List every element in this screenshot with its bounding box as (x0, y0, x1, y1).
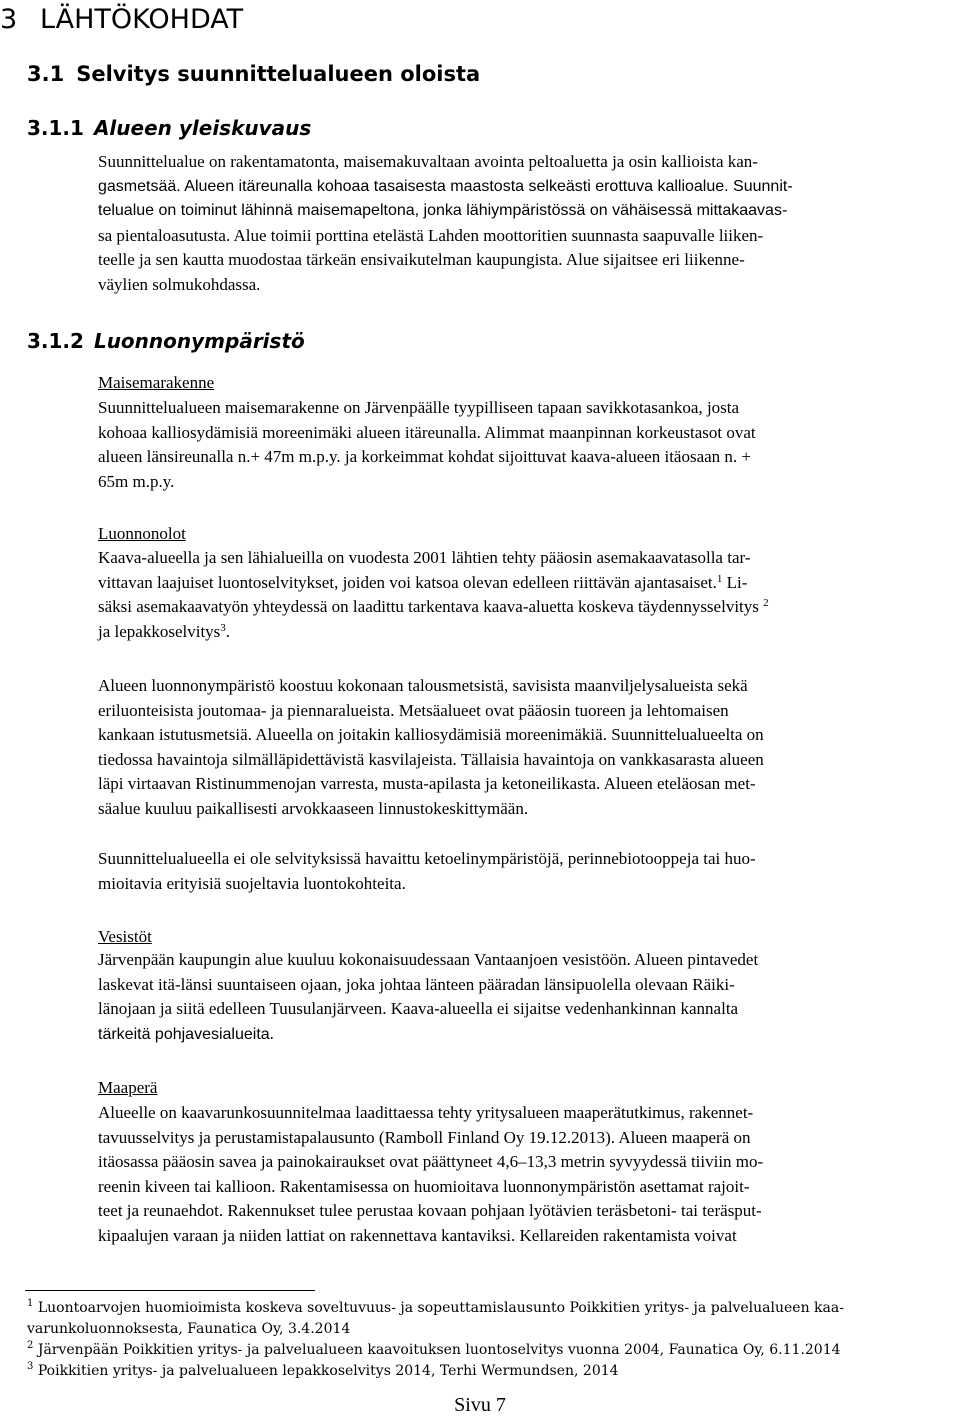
footnote-text: Poikkitien yritys- ja palvelualueen lepakkoselvitys 2014, Terhi Wermundsen, 2014 (37, 1363, 619, 1379)
footnote-text: Järvenpään Poikkitien yritys- ja palvelualueen kaavoituksen luontoselvitys vuonna 2004, Faunatica Oy, 6.11.2014 (37, 1342, 841, 1358)
text-line: itäosassa pääosin savea ja painokairaukset ovat päättyneet 4,6–13,3 metrin syvyydessä tiiviin mo- (98, 1152, 764, 1172)
paragraph-maapera (98, 1101, 956, 1249)
text-segment: säksi asemakaavatyön yhteydessä on laadittu tarkentava kaava-aluetta koskeva täydennysselvitys (98, 597, 759, 617)
paragraph-luonnonolot-1 (98, 546, 956, 644)
footnote-1 (27, 1298, 957, 1319)
footnote-divider (25, 1290, 315, 1291)
text-line: laskevat itä-länsi suuntaiseen ojaan, joka johtaa länteen pääradan länsipuolella olevaan Räiki- (98, 974, 735, 994)
subsection-title: Alueen yleiskuvaus (93, 116, 312, 140)
footnote-mark: 1 (27, 1298, 34, 1309)
subheading-maapera: Maaperä (98, 1078, 158, 1097)
footnote-ref[interactable]: 3 (220, 621, 226, 634)
paragraph-yleiskuvaus (98, 150, 956, 298)
text-line: läpi virtaavan Ristinummenojan varresta, musta-apilasta ja ketoneilikasta. Alueen eteläosan met- (98, 774, 756, 794)
text-line (98, 620, 956, 645)
text-line: Järvenpään kaupungin alue kuuluu kokonaisuudessaan Vantaanjoen vesistöön. Alueen pintavedet (98, 950, 759, 969)
text-line (98, 571, 956, 596)
text-line: väylien solmukohdassa. (98, 274, 261, 294)
chapter-title: LÄHTÖKOHDAT (40, 4, 244, 35)
footnote-text: Luontoarvojen huomioimista koskeva soveltuvuus- ja sopeuttamislausunto Poikkitien yritys- ja palvelualueen kaa- (37, 1300, 844, 1316)
text-segment: . (269, 1023, 274, 1043)
footnote-ref[interactable]: 1 (716, 572, 723, 585)
footnote-mark: 3 (27, 1361, 34, 1372)
text-segment: Li- (722, 572, 748, 592)
text-line: kohoaa kalliosydämisiä moreenimäki alueen itäreunalla. Alimmat maanpinnan korkeustasot ovat (98, 422, 756, 442)
subsection-number: 3.1.1 (27, 116, 84, 140)
subsection-heading-312 (27, 329, 305, 353)
paragraph-luonnonolot-2 (98, 674, 956, 822)
text-line: alueen länsireunalla n.+ 47m m.p.y. ja korkeimmat kohdat sijoittuvat kaava-alueen itäosaan n. + (98, 447, 752, 467)
text-segment: vittavan laajuiset luontoselvitykset, joiden voi katsoa olevan edelleen riittävän ajantasaiset. (98, 572, 717, 592)
text-line: tavuusselvitys ja perustamistapalausunto (Ramboll Finland Oy 19.12.2013). Alueen maaperä on (98, 1127, 751, 1147)
footnotes (27, 1298, 957, 1382)
paragraph-luonnonolot-3 (98, 847, 956, 896)
section-heading (27, 62, 480, 86)
text-line: Suunnittelualueen maisemarakenne on Järvenpäälle tyypilliseen tapaan savikkotasankoa, josta (98, 398, 740, 417)
text-line: länojaan ja siitä edelleen Tuusulanjärveen. Kaava-alueella ei sijaitse vedenhankinnan kannalta (98, 999, 739, 1019)
section-number: 3.1 (27, 62, 65, 86)
text-segment: tärkeitä pohjavesialueita (98, 1025, 270, 1043)
text-line (98, 595, 956, 620)
text-line: eriluonteisista joutomaa- ja piennaralueista. Metsäalueet ovat pääosin tuoreen ja lehtomaisen (98, 700, 729, 720)
text-line: tiedossa havaintoja silmälläpidettävistä kasvilajeista. Tällaisia havaintoja on vankkasarasta alueen (98, 749, 764, 769)
text-line: mioitavia erityisiä suojeltavia luontokohteita. (98, 873, 406, 893)
footnote-mark: 2 (27, 1340, 34, 1351)
text-line: teelle ja sen kautta muodostaa tärkeän ensivaikutelman kaupungista. Alue sijaitsee eri liikenne- (98, 250, 745, 270)
subheading-maisemarakenne: Maisemarakenne (98, 373, 215, 392)
subheading-vesistot: Vesistöt (98, 927, 152, 946)
footnote-3 (27, 1361, 957, 1382)
text-line (98, 1022, 956, 1048)
text-line: reenin kiveen tai kallioon. Rakentamisessa on huomioitava luonnonympäristön asettamat rajoit- (98, 1176, 750, 1196)
text-line: kipaalujen varaan ja niiden lattiat on rakennettava kantaviksi. Kellareiden rakentamista voivat (98, 1225, 737, 1245)
chapter-heading (0, 4, 243, 35)
text-line: Suunnittelualue on rakentamatonta, maisemakuvaltaan avointa peltoaluetta ja osin kallioista kan- (98, 152, 758, 171)
footnote-ref[interactable]: 2 (763, 597, 769, 610)
text-line: gasmetsää. Alueen itäreunalla kohoaa tasaisesta maastosta selkeästi erottuva kallioalue. Suunnit- (98, 177, 793, 195)
text-segment: . (225, 621, 231, 641)
chapter-number: 3 (0, 4, 18, 35)
footnote-2 (27, 1340, 957, 1361)
text-line: Alueen luonnonympäristö koostuu kokonaan talousmetsistä, savisista maanviljelysalueista sekä (98, 676, 748, 695)
text-line: Kaava-alueella ja sen lähialueilla on vuodesta 2001 lähtien tehty pääosin asemakaavatasolla tar- (98, 548, 751, 567)
subheading-luonnonolot: Luonnonolot (98, 524, 186, 543)
text-segment: ja lepakkoselvitys (98, 621, 221, 641)
text-line: Suunnittelualueella ei ole selvityksissä havaittu ketoelinympäristöjä, perinnebiotooppeja tai huo- (98, 849, 756, 868)
subsection-heading-311 (27, 116, 311, 140)
text-line: Alueelle on kaavarunkosuunnitelmaa laadittaessa tehty yritysalueen maaperätutkimus, rakennet- (98, 1103, 754, 1122)
subsection-title: Luonnonympäristö (93, 329, 305, 353)
text-line: telualue on toiminut lähinnä maisemapeltona, jonka lähiympäristössä on vähäisessä mittakaavas- (98, 202, 788, 220)
section-title: Selvitys suunnittelualueen oloista (76, 62, 481, 86)
text-line: kankaan istutusmetsiä. Alueella on joitakin kalliosydämisiä moreenimäkiä. Suunnittelualueelta on (98, 725, 764, 745)
subsection-number: 3.1.2 (27, 329, 84, 353)
footnote-1-continued: varunkoluonnoksesta, Faunatica Oy, 3.4.2014 (27, 1321, 351, 1337)
text-line: 65m m.p.y. (98, 471, 175, 491)
paragraph-vesistot (98, 948, 956, 1047)
paragraph-maisemarakenne (98, 396, 956, 494)
page-number: Sivu 7 (454, 1394, 506, 1416)
text-line: säalue kuuluu paikallisesti arvokkaaseen linnustokeskittymään. (98, 798, 529, 818)
text-line: teet ja reunaehdot. Rakennukset tulee perustaa kovaan pohjaan lyötävien teräsbetoni- tai teräsput- (98, 1201, 762, 1221)
text-line: sa pientaloasutusta. Alue toimii porttina etelästä Lahden moottoritien suunnasta saapuvalle liiken- (98, 225, 764, 245)
